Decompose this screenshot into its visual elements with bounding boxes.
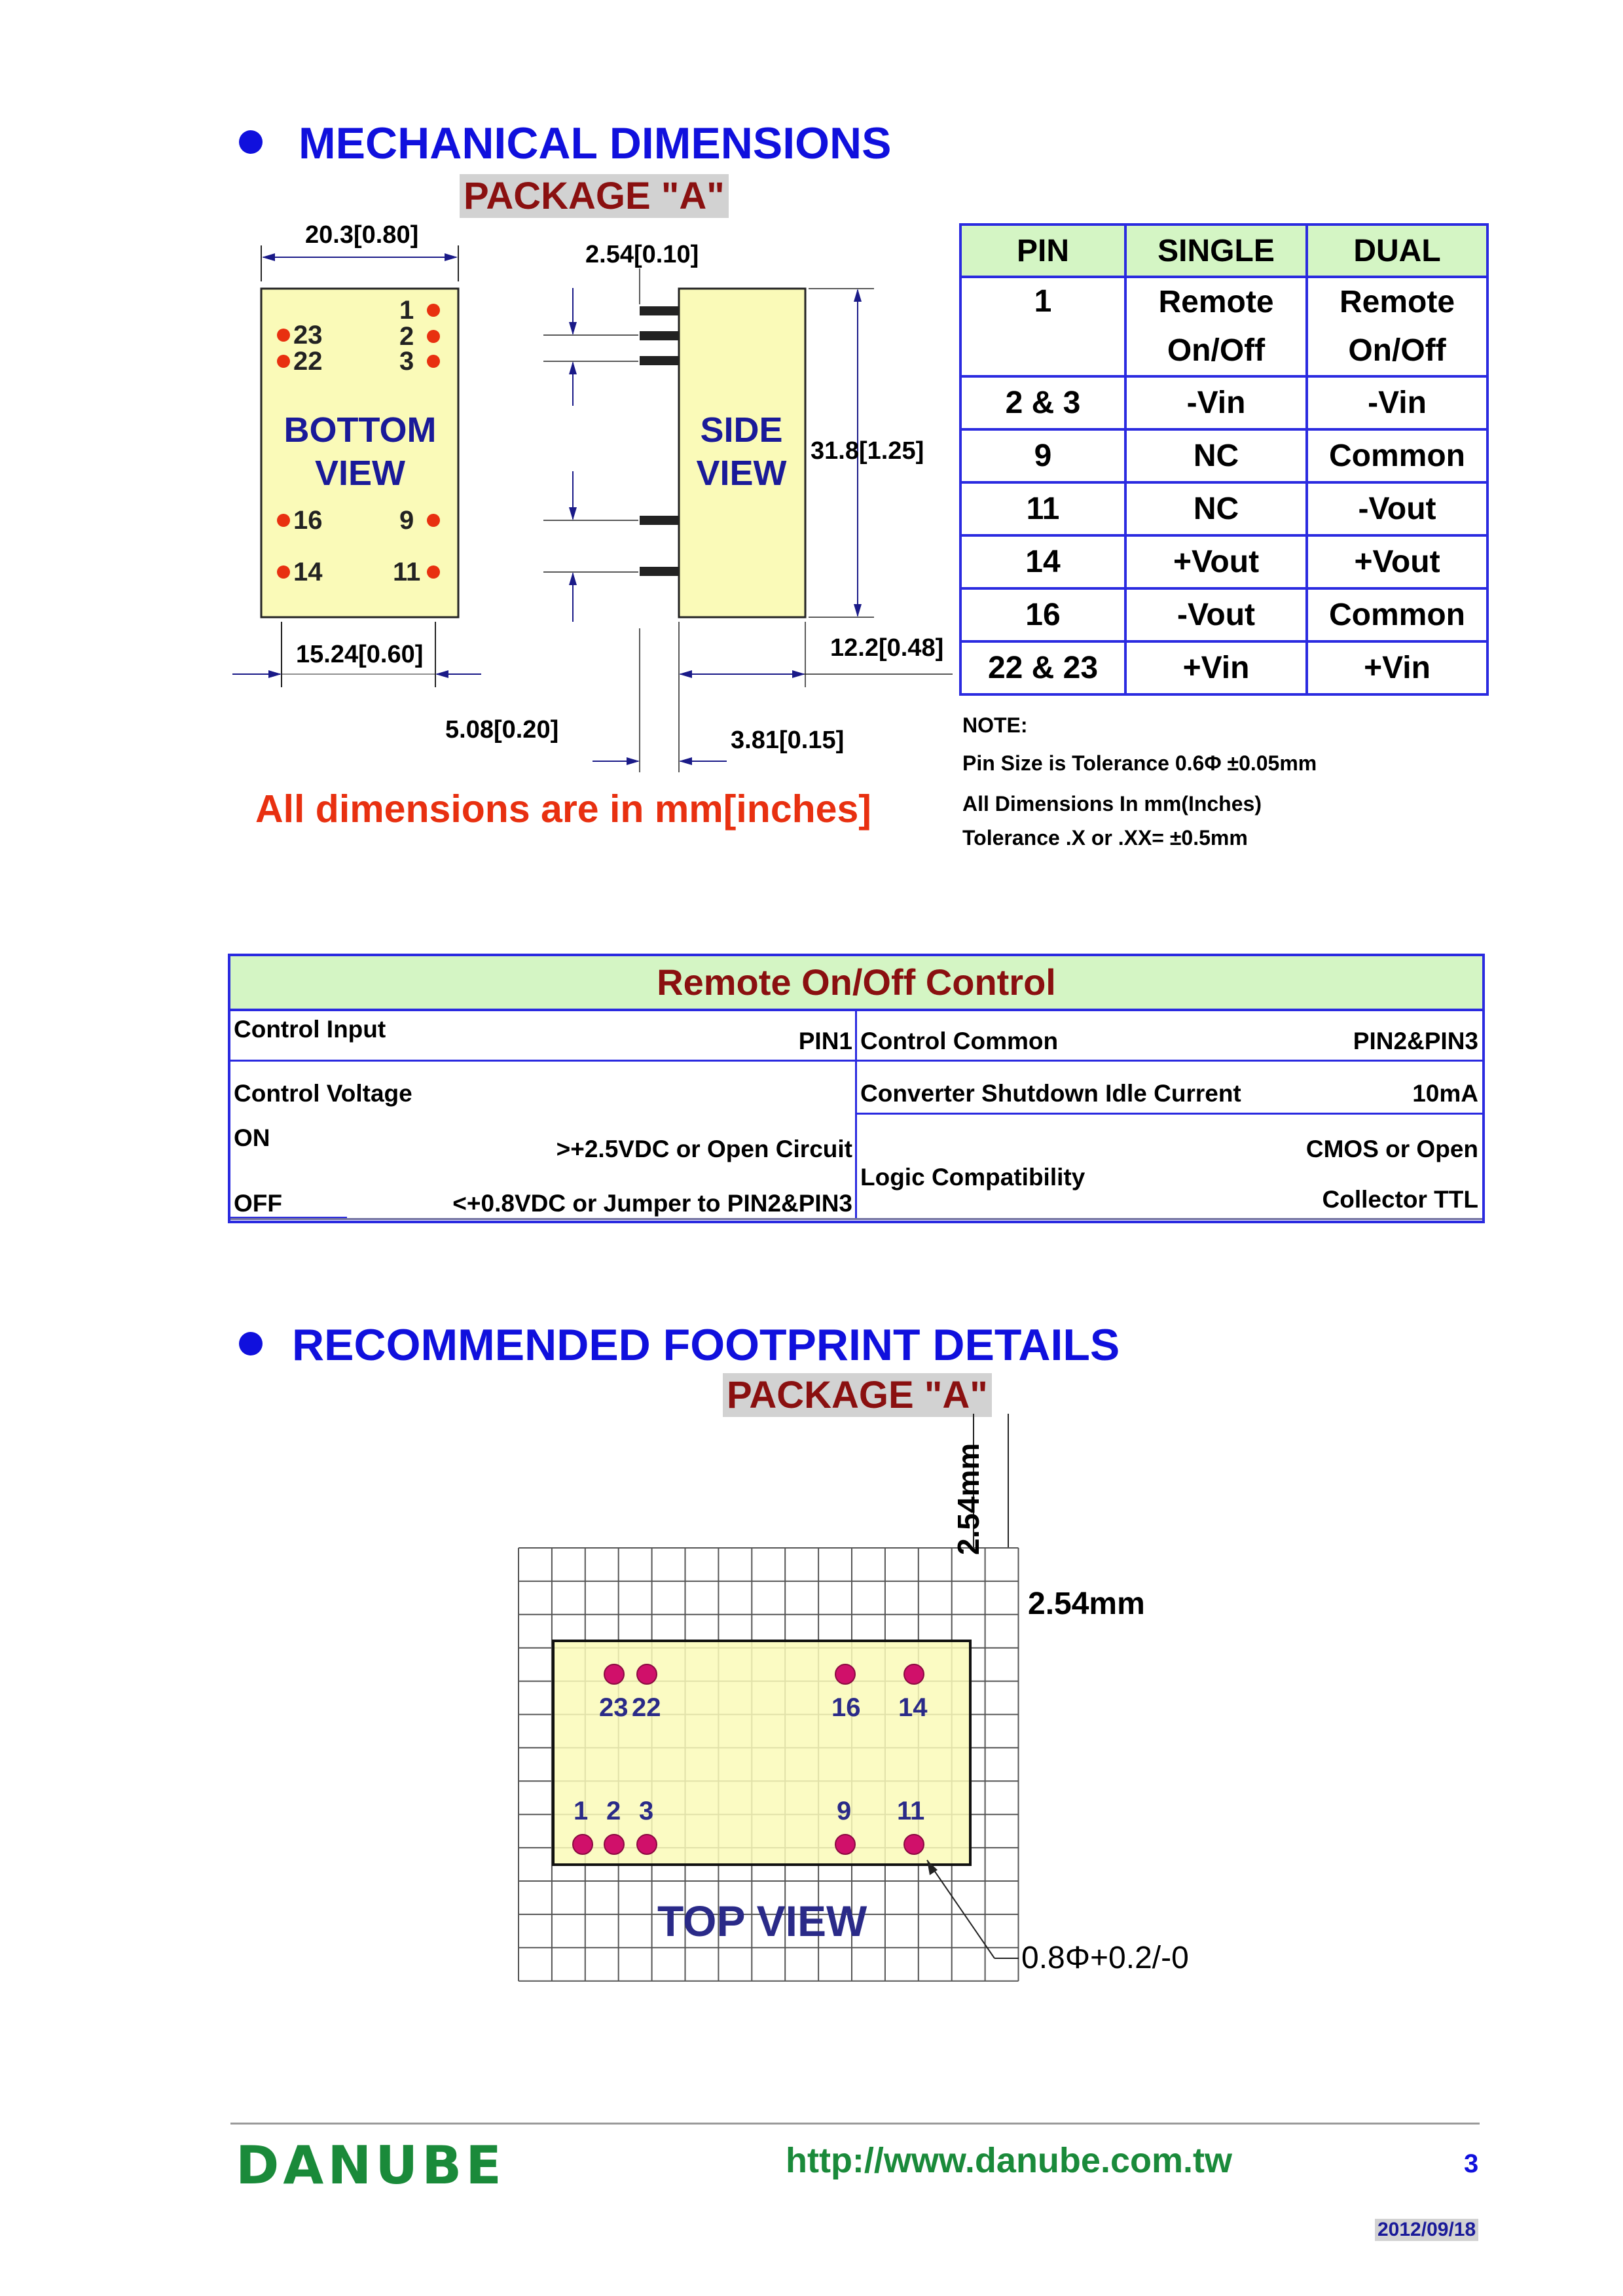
pin-table-header-pin: PIN — [960, 224, 1125, 277]
notes-block — [962, 708, 1317, 855]
dim-offset: 5.08[0.20] — [445, 716, 559, 744]
pin-table — [959, 223, 1489, 696]
top-view-label: TOP VIEW — [657, 1897, 867, 1945]
on-value: >+2.5VDC or Open Circuit — [556, 1136, 852, 1162]
table-cell: -Vout — [1307, 482, 1487, 535]
table-cell: 14 — [960, 535, 1125, 588]
section-bullet — [239, 1332, 263, 1355]
table-cell: -Vout — [1125, 588, 1307, 641]
off-value: <+0.8VDC or Jumper to PIN2&PIN3 — [452, 1190, 852, 1217]
pad-label-2: 2 — [606, 1797, 621, 1825]
table-cell: Remote On/Off — [1307, 277, 1487, 376]
remote-divider — [855, 1011, 857, 1218]
pin-label-22: 22 — [293, 347, 323, 376]
control-input-label: Control Input — [234, 1016, 386, 1043]
pad-22 — [637, 1664, 657, 1684]
pitch-v-label: 2.54mm — [951, 1443, 985, 1555]
table-cell: 1 — [960, 277, 1125, 376]
table-cell: Common — [1307, 588, 1487, 641]
table-cell: 11 — [960, 482, 1125, 535]
pad-label-9: 9 — [837, 1797, 852, 1825]
pitch-h-label: 2.54mm — [1028, 1587, 1145, 1621]
pad-label-23: 23 — [599, 1693, 629, 1722]
shutdown-value: 10mA — [1412, 1080, 1478, 1107]
side-view-label: SIDE VIEW — [696, 410, 787, 493]
control-voltage-label: Control Voltage — [234, 1080, 412, 1107]
pin-label-9: 9 — [399, 506, 414, 535]
pad-11 — [904, 1835, 924, 1854]
table-cell: 16 — [960, 588, 1125, 641]
pad-1 — [573, 1835, 593, 1854]
pin-label-1: 1 — [399, 296, 414, 325]
pin-table-header-single: SINGLE — [1125, 224, 1307, 277]
dim-width: 20.3[0.80] — [305, 221, 419, 249]
pin-label-2: 2 — [399, 322, 414, 351]
date-stamp: 2012/09/18 — [1375, 2219, 1478, 2241]
pin-label-11: 11 — [393, 558, 421, 586]
on-label: ON — [234, 1124, 270, 1151]
table-cell: +Vout — [1125, 535, 1307, 588]
notes-title: NOTE: — [962, 713, 1028, 737]
table-cell: +Vout — [1307, 535, 1487, 588]
table-cell: -Vin — [1307, 376, 1487, 429]
pin-dot-14 — [277, 565, 290, 579]
pin-label-3: 3 — [399, 347, 414, 376]
pin-dot-11 — [427, 565, 440, 579]
pad-label-3: 3 — [639, 1797, 654, 1825]
pin-dot-1 — [427, 304, 440, 317]
units-note: All dimensions are in mm[inches] — [255, 787, 871, 831]
table-cell: +Vin — [1307, 641, 1487, 694]
pad-label-16: 16 — [831, 1693, 861, 1722]
pad-3 — [637, 1835, 657, 1854]
pin-label-16: 16 — [293, 506, 323, 535]
table-cell: Common — [1307, 429, 1487, 482]
footprint-title: RECOMMENDED FOOTPRINT DETAILS — [292, 1320, 1120, 1370]
pad-16 — [835, 1664, 855, 1684]
dim-depth: 12.2[0.48] — [830, 634, 944, 662]
remote-row-sep — [230, 1060, 1482, 1062]
off-underline — [230, 1217, 347, 1218]
pin-label-23: 23 — [293, 321, 323, 350]
dim-pin-pitch: 2.54[0.10] — [585, 241, 699, 268]
pin-dot-3 — [427, 355, 440, 368]
control-common-label: Control Common — [860, 1028, 1059, 1054]
hole-size-label: 0.8Φ+0.2/-0 — [1021, 1941, 1189, 1975]
pad-label-11: 11 — [897, 1797, 925, 1825]
table-cell: NC — [1125, 429, 1307, 482]
table-cell: +Vin — [1125, 641, 1307, 694]
bottom-view-label: BOTTOM VIEW — [283, 410, 437, 493]
pin-dot-23 — [277, 329, 290, 342]
remote-title: Remote On/Off Control — [230, 956, 1482, 1011]
remote-row-sep — [857, 1113, 1482, 1115]
pin-dot-22 — [277, 355, 290, 368]
table-cell: 9 — [960, 429, 1125, 482]
pad-2 — [604, 1835, 624, 1854]
footer-divider — [230, 2123, 1480, 2125]
table-cell: 2 & 3 — [960, 376, 1125, 429]
notes-line-1: Pin Size is Tolerance 0.6Φ ±0.05mm — [962, 751, 1317, 775]
table-cell: -Vin — [1125, 376, 1307, 429]
table-cell: Remote On/Off — [1125, 277, 1307, 376]
pad-label-14: 14 — [898, 1693, 928, 1722]
off-label: OFF — [234, 1190, 282, 1217]
pad-9 — [835, 1835, 855, 1854]
website-link[interactable]: http://www.danube.com.tw — [786, 2141, 1232, 2180]
logic-value-2: Collector TTL — [1322, 1186, 1478, 1213]
package-label: PACKAGE "A" — [460, 174, 729, 218]
logic-label: Logic Compatibility — [860, 1164, 1085, 1191]
mechanical-drawing — [0, 0, 956, 785]
dim-pin-length: 3.81[0.15] — [731, 726, 845, 754]
pin-table-header-dual: DUAL — [1307, 224, 1487, 277]
page-number: 3 — [1464, 2149, 1479, 2178]
pad-14 — [904, 1664, 924, 1684]
remote-row-sep — [230, 1218, 1482, 1220]
control-input-value: PIN1 — [798, 1028, 852, 1054]
mechanical-title: MECHANICAL DIMENSIONS — [299, 118, 892, 168]
dim-height: 31.8[1.25] — [811, 437, 924, 465]
pad-label-1: 1 — [574, 1797, 589, 1825]
pin-dot-16 — [277, 514, 290, 527]
control-common-value: PIN2&PIN3 — [1353, 1028, 1478, 1054]
footprint-package-label: PACKAGE "A" — [723, 1373, 992, 1417]
pin-label-14: 14 — [293, 558, 323, 586]
logic-value-1: CMOS or Open — [1305, 1136, 1478, 1162]
table-cell: 22 & 23 — [960, 641, 1125, 694]
pin-dot-2 — [427, 330, 440, 343]
brand-logo: DANUBE — [236, 2135, 505, 2196]
pin-dot-9 — [427, 514, 440, 527]
notes-line-2: All Dimensions In mm(Inches) — [962, 792, 1262, 816]
notes-line-3: Tolerance .X or .XX= ±0.5mm — [962, 826, 1248, 850]
table-cell: NC — [1125, 482, 1307, 535]
pad-label-22: 22 — [632, 1693, 661, 1722]
pad-23 — [604, 1664, 624, 1684]
dim-pin-spacing: 15.24[0.60] — [296, 641, 424, 668]
shutdown-label: Converter Shutdown Idle Current — [860, 1080, 1241, 1107]
